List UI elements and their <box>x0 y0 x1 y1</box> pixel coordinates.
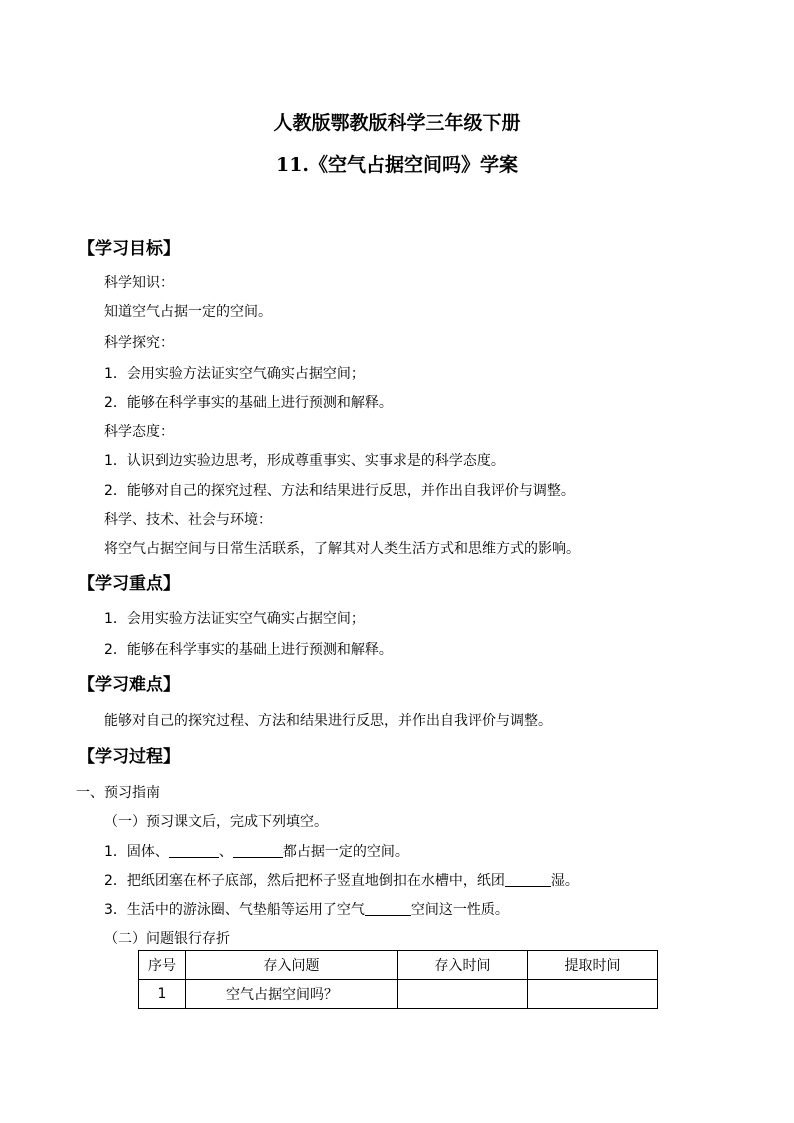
question-2 <box>104 872 579 890</box>
inquiry-label: 科学探究： <box>104 335 174 351</box>
question-3-part-a: 3．生活中的游泳圈、气垫船等运用了空气 <box>104 902 365 918</box>
question-2-part-a: 2．把纸团塞在杯子底部，然后把杯子竖直地倒扣在水槽中，纸团 <box>104 873 505 889</box>
question-1-part-a: 1．固体、 <box>104 844 169 860</box>
cell-question: 空气占据空间吗？ <box>186 980 398 1009</box>
doc-title: 人教版鄂教版科学三年级下册 <box>273 112 521 134</box>
question-2-part-b: 湿。 <box>550 873 579 889</box>
blank-1b[interactable] <box>233 843 283 858</box>
goals-heading: 【学习目标】 <box>78 239 180 259</box>
stse-label: 科学、技术、社会与环境： <box>104 512 272 528</box>
difficulty-heading: 【学习难点】 <box>78 675 180 695</box>
inquiry-item-2: 2．能够在科学事实的基础上进行预测和解释。 <box>104 395 393 411</box>
table-header-row <box>139 951 658 980</box>
inquiry-item-1: 1．会用实验方法证实空气确实占据空间； <box>104 366 365 382</box>
header-question: 存入问题 <box>186 951 398 980</box>
attitude-item-1: 1．认识到边实验边思考，形成尊重事实、实事求是的科学态度。 <box>104 453 505 469</box>
focus-heading: 【学习重点】 <box>78 574 180 594</box>
subsection-fill-blanks: （一）预习课文后，完成下列填空。 <box>104 814 328 830</box>
header-withdraw-time: 提取时间 <box>528 951 658 980</box>
section-preview-guide: 一、预习指南 <box>76 785 160 801</box>
subsection-question-bank: （二）问题银行存折 <box>104 931 230 947</box>
table-row <box>139 980 658 1009</box>
knowledge-text: 知道空气占据一定的空间。 <box>104 304 272 320</box>
question-1 <box>104 843 409 861</box>
knowledge-label: 科学知识： <box>104 275 174 291</box>
header-deposit-time: 存入时间 <box>398 951 528 980</box>
blank-3[interactable] <box>365 901 411 916</box>
question-3 <box>104 901 509 919</box>
process-heading: 【学习过程】 <box>78 747 180 767</box>
cell-deposit-time[interactable] <box>398 980 528 1009</box>
question-bank-table <box>138 950 658 1009</box>
blank-1a[interactable] <box>169 843 219 858</box>
header-index: 序号 <box>139 951 186 980</box>
stse-text: 将空气占据空间与日常生活联系，了解其对人类生活方式和思维方式的影响。 <box>104 541 580 557</box>
cell-index: 1 <box>139 980 186 1009</box>
cell-withdraw-time[interactable] <box>528 980 658 1009</box>
attitude-label: 科学态度： <box>104 424 174 440</box>
blank-2[interactable] <box>505 872 551 887</box>
focus-item-1: 1．会用实验方法证实空气确实占据空间； <box>104 611 365 627</box>
question-1-part-c: 都占据一定的空间。 <box>282 844 409 860</box>
focus-item-2: 2．能够在科学事实的基础上进行预测和解释。 <box>104 642 393 658</box>
doc-subtitle: 11.《空气占据空间吗》学案 <box>275 154 519 176</box>
question-1-part-b: 、 <box>218 844 233 860</box>
difficulty-text: 能够对自己的探究过程、方法和结果进行反思，并作出自我评价与调整。 <box>104 713 552 729</box>
question-3-part-b: 空间这一性质。 <box>410 902 509 918</box>
attitude-item-2: 2．能够对自己的探究过程、方法和结果进行反思，并作出自我评价与调整。 <box>104 483 575 499</box>
